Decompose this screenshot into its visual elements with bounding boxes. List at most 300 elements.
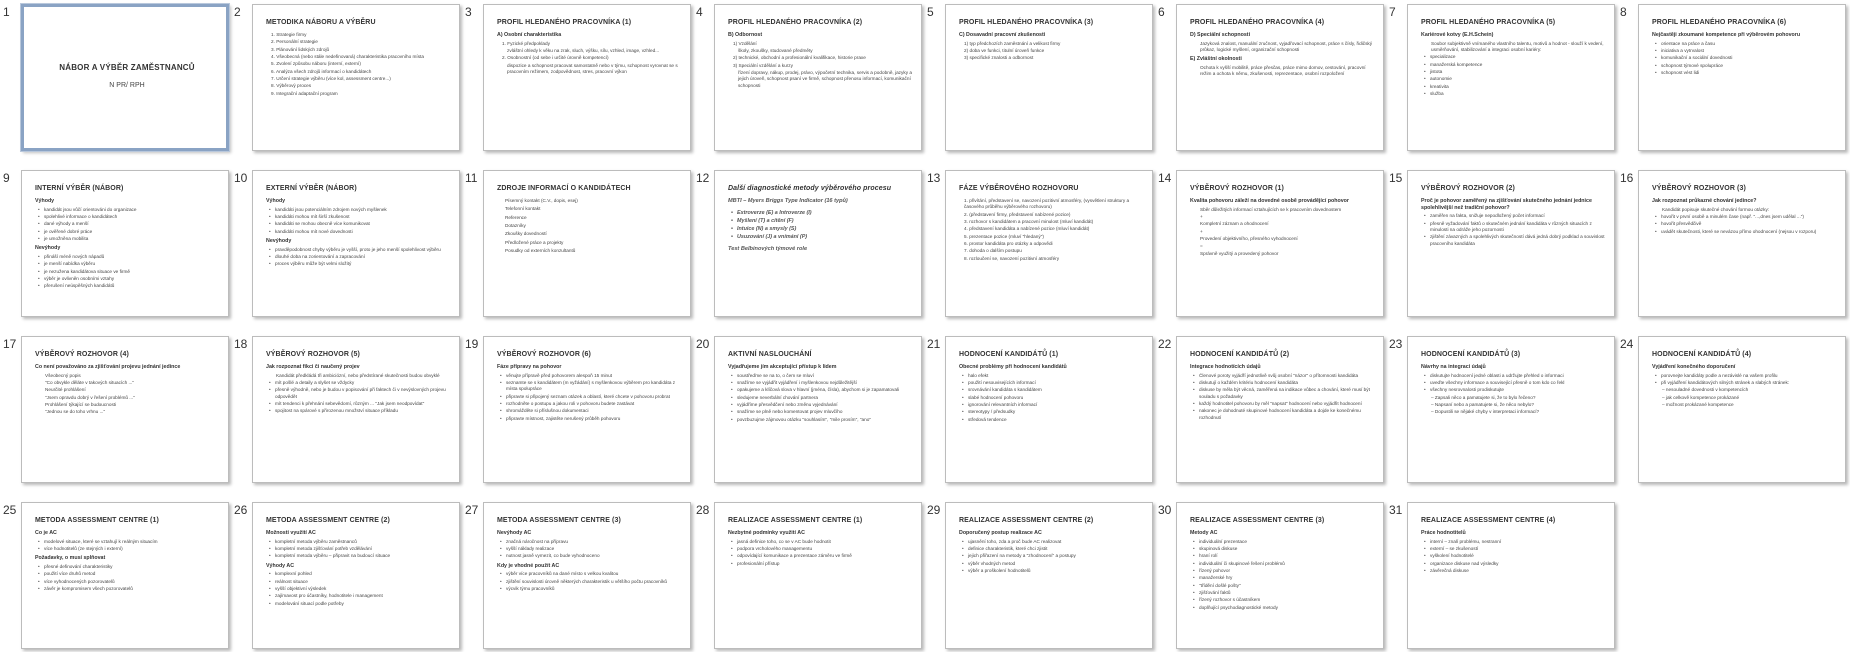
slide-thumbnail[interactable] bbox=[1407, 336, 1615, 483]
slide-bullet: • více hodnotitelů (ze stejných i externí) bbox=[35, 546, 219, 552]
slide-bullet: • je nezužena kandidátova situace ve firmě bbox=[35, 269, 219, 275]
slide-text-line: Předložené práce a projekty bbox=[505, 239, 564, 245]
slide-cell bbox=[1389, 170, 1615, 320]
slide-bullet: • modelování situací podle potřeby bbox=[266, 601, 450, 607]
slide-thumbnail[interactable] bbox=[945, 336, 1153, 483]
slide-title: HODNOCENÍ KANDIDÁTŮ (1) bbox=[959, 351, 1059, 358]
slide-bullet: • přesně výhodně, nebo je budou v popisování při faktech či v nevýslovných projevu odpovědět bbox=[266, 387, 450, 400]
slide-thumbnail[interactable] bbox=[945, 4, 1153, 151]
slide-numbered-item: 4. Všeobecná (nebo stále nedefinovaná) charakteristika pracovního místa bbox=[271, 54, 424, 60]
slide-text-line: + bbox=[1200, 228, 1203, 234]
slide-cell bbox=[696, 4, 922, 154]
slide-thumbnail[interactable] bbox=[21, 170, 229, 317]
slide-bullet: • je umožněna mobilita bbox=[35, 236, 219, 242]
slide-subheading: B) Odbornost bbox=[728, 32, 763, 38]
slide-bullet: • řízený rozhovor s účastníkem bbox=[1190, 597, 1374, 603]
slide-bullet: • manažerská kompetence bbox=[1421, 62, 1605, 68]
slide-thumbnail[interactable] bbox=[1176, 170, 1384, 317]
slide-cell bbox=[1620, 336, 1846, 486]
slide-title: PROFIL HLEDANÉHO PRACOVNÍKA (5) bbox=[1421, 19, 1556, 26]
slide-thumbnail[interactable] bbox=[483, 336, 691, 483]
slide-thumbnail[interactable] bbox=[945, 502, 1153, 649]
slide-text-line: = bbox=[1200, 243, 1203, 249]
slide-bullet: • shromážděte si příslušnou dokumentaci bbox=[497, 408, 681, 414]
slide-subheading: Vyjádření konečného doporučení bbox=[1652, 364, 1736, 370]
slide-bullet: • Členové poroty vyjádří jednotlivě svůj osobní "názor" o přítomnosti kandidáta bbox=[1190, 373, 1374, 379]
slide-cell bbox=[927, 4, 1153, 154]
slide-number: 22 bbox=[1158, 337, 1172, 351]
slide-bullet: • jejich přiřazení na metody a "zhodnocení" a postupy bbox=[959, 553, 1143, 559]
slide-bullet: • seznamte se s kandidátem (m vyžádání) s myšlenkovou výběrem pro kandidáta z místa spolupráce bbox=[497, 380, 681, 393]
slide-bullet: • kandidát jsou vůčí orientováni do organizace bbox=[35, 207, 219, 213]
slide-thumbnail[interactable] bbox=[1176, 4, 1384, 151]
slide-cell bbox=[696, 170, 922, 320]
slide-thumbnail[interactable] bbox=[21, 336, 229, 483]
slide-thumbnail[interactable] bbox=[252, 336, 460, 483]
slide-bullet: • snažíme se vyjádřit vyjádření i myšlenkovou nejdůležitější bbox=[728, 380, 912, 386]
slide-subheading: Vyjadřujeme jím akceptující přístup k lidem bbox=[728, 364, 837, 370]
slide-thumbnail[interactable] bbox=[1176, 502, 1384, 649]
slide-bullet: • přesně vyžadování faktů o skutečném jednání kandidáta v různých situacích z minulosti na odráže jeho pozornosti bbox=[1421, 221, 1605, 234]
slide-title: REALIZACE ASSESSMENT CENTRE (1) bbox=[728, 517, 863, 524]
slide-bullet: • spolehlivé informace o kandidátech bbox=[35, 214, 219, 220]
slide-bullet: • zjištění souvislosti úrovně některých charakteristik u většího počtu pracovníků bbox=[497, 579, 681, 585]
slide-cell bbox=[1389, 502, 1615, 652]
slide-subheading: Kvalita pohovoru záleží na dovedné osobě provádějící pohovor bbox=[1190, 198, 1349, 204]
slide-bullet: • reálnost situace bbox=[266, 579, 450, 585]
slide-thumbnail[interactable] bbox=[252, 170, 460, 317]
slide-text-line: Kandidát popisuje skutečné chování formou otázky: bbox=[1662, 206, 1770, 212]
slide-subheading: Nevýhody bbox=[35, 245, 61, 252]
slide-bullet: • kompletní metoda výběru zaměstnanců bbox=[266, 539, 450, 545]
slide-number: 15 bbox=[1389, 171, 1403, 185]
slide-cell bbox=[465, 4, 691, 154]
slide-numbered-item: 3. Plánování lidských zdrojů bbox=[271, 46, 330, 52]
slide-bullet: • výběr a proškolení hodnotitelů bbox=[959, 568, 1143, 574]
slide-bullet: • dané výhody a menší bbox=[35, 221, 219, 227]
slide-text-line: Všeobecný popis bbox=[45, 372, 81, 378]
slide-cell bbox=[1158, 502, 1384, 652]
slide-bullet: • diskuse by měla být věcná, zaměřená na indikace vůbec a chování, které musí být souladu s požadavky bbox=[1190, 387, 1374, 400]
slide-thumbnail[interactable] bbox=[1407, 170, 1615, 317]
slide-number: 21 bbox=[927, 337, 941, 351]
slide-title: VÝBĚROVÝ ROZHOVOR (3) bbox=[1652, 185, 1746, 192]
slide-subheading: Kariérové kotvy (E.H.Schein) bbox=[1421, 32, 1494, 38]
slide-bullet: • schopnost vést lidi bbox=[1652, 70, 1836, 76]
slide-title: PROFIL HLEDANÉHO PRACOVNÍKA (3) bbox=[959, 19, 1094, 26]
slide-bullet: • závěr je kompromisem všech pozorovatelů bbox=[35, 586, 219, 592]
slide-bullet: • přerušení neúspěšných kandidátů bbox=[35, 283, 219, 289]
slide-title: VÝBĚROVÝ ROZHOVOR (1) bbox=[1190, 185, 1284, 192]
slide-text-line: Dotazníky bbox=[505, 223, 526, 229]
slide-bullet: • specializace bbox=[1421, 54, 1605, 60]
slide-bullet: • hraní rolí bbox=[1190, 553, 1374, 559]
slide-numbered-item: 2. (představení firmy, představení nabízené pozice) bbox=[964, 211, 1071, 217]
slide-cell bbox=[234, 502, 460, 652]
slide-thumbnail[interactable] bbox=[483, 4, 691, 151]
slide-thumbnail[interactable] bbox=[252, 4, 460, 151]
slide-cell bbox=[1620, 170, 1846, 320]
slide-bullet: • individuální či skupinové řešení problémů bbox=[1190, 561, 1374, 567]
slide-title: VÝBĚROVÝ ROZHOVOR (6) bbox=[497, 351, 591, 358]
slide-bullet: • opakujeme a klíčová slova v hlavní (jména, čísla), abychom si je zapamatovali bbox=[728, 387, 912, 393]
slide-bullet: • stereotypy / předsudky bbox=[959, 409, 1143, 415]
slide-numbered-item: 7. Určení strategie výběru (více kol, assessment centre...) bbox=[271, 76, 391, 82]
slide-title: NÁBOR A VÝBĚR ZAMĚSTNANCŮ bbox=[59, 62, 195, 72]
slide-subheading: Doporučený postup realizace AC bbox=[959, 530, 1042, 536]
slide-bullet: • mít tendenci k přehnání sebevědomí, různým ... "Jak jsem neodpovídat" bbox=[266, 401, 450, 407]
slide-number: 11 bbox=[465, 171, 478, 185]
slide-title: PROFIL HLEDANÉHO PRACOVNÍKA (1) bbox=[497, 19, 632, 26]
slide-thumbnail[interactable] bbox=[252, 502, 460, 649]
slide-bullet: • skupinová diskuse bbox=[1190, 546, 1374, 552]
slide-title: REALIZACE ASSESSMENT CENTRE (3) bbox=[1190, 517, 1325, 524]
slide-text-line: Ochota k vyšší mobilitě, práce přesčas, práce mimo domov, cestování, pracovní režim a ochota k němu, zkušenosti, reprezentace, osobní rozpoložení bbox=[1200, 64, 1366, 77]
slide-thumbnail[interactable] bbox=[483, 502, 691, 649]
slide-bullet: • zjišťování faktů bbox=[1190, 590, 1374, 596]
slide-subheading: Návrhy na integraci údajů bbox=[1421, 364, 1486, 370]
slide-bullet: • iniciativa a vytrvalost bbox=[1652, 48, 1836, 54]
slide-bullet: • výběr více pracovníků na dané místo s velkou kvalitou bbox=[497, 571, 681, 577]
slide-numbered-item: 5. prezentace pozice (mluví "hledaný") bbox=[964, 233, 1044, 239]
cover-content bbox=[37, 21, 217, 144]
slide-text-line: Reference bbox=[505, 214, 527, 220]
slide-text-line: Prohlášení týkající se budoucnosti bbox=[45, 401, 117, 407]
slide-bullet: • výběr vhodných metod bbox=[959, 561, 1143, 567]
slide-bullet: • jistota bbox=[1421, 69, 1605, 75]
slide-bullet: • mít pošlé a detaily a slyšet se vždycky bbox=[266, 380, 450, 386]
slide-bullet: • slabé hodnocení pohovoru bbox=[959, 395, 1143, 401]
slide-number: 26 bbox=[234, 503, 248, 517]
slide-bullet: • každý hodnotitel pohovoru by měl "napsat" hodnocení nebo vyjádřit hodnocení bbox=[1190, 401, 1374, 407]
slide-number: 24 bbox=[1620, 337, 1634, 351]
slide-text-line: – Zapsali něco a pamatujete si, že to bylo řečeno? bbox=[1431, 394, 1536, 400]
slide-bullet: • Usuzování (J) a vnímání (P) bbox=[728, 234, 912, 241]
slide-bullet: • použití více druhů metod bbox=[35, 571, 219, 577]
slide-bullet: • odpovídající komunikace a prezentace záměru ve firmě bbox=[728, 553, 912, 559]
slide-bullet: • snažíme se plně nebo komentovat projev mluvčího bbox=[728, 409, 912, 415]
slide-subheading: Co je AC bbox=[35, 530, 57, 536]
slide-bullet: • diskutujte hodnocení jedné oblasti a udržujte přehled o informaci bbox=[1421, 373, 1605, 379]
slide-number: 14 bbox=[1158, 171, 1172, 185]
slide-bullet: • všechny nesrovnalosti prodiskutujte bbox=[1421, 387, 1605, 393]
slide-title: PROFIL HLEDANÉHO PRACOVNÍKA (4) bbox=[1190, 19, 1325, 26]
slide-cell bbox=[1389, 4, 1615, 154]
slide-title: INTERNÍ VÝBĚR (NÁBOR) bbox=[35, 185, 124, 192]
slide-subheading: Metody AC bbox=[1190, 530, 1218, 536]
slide-thumbnail[interactable] bbox=[1638, 336, 1846, 483]
slide-subheading: Výhody bbox=[266, 198, 286, 204]
slide-text-line: Písemný kontakt (C.V., dopis, esej) bbox=[505, 198, 578, 203]
slide-numbered-item: 3) Speciální vzdělání a kurzy bbox=[733, 62, 793, 68]
slide-title: VÝBĚROVÝ ROZHOVOR (2) bbox=[1421, 185, 1515, 192]
slide-cell bbox=[1389, 336, 1615, 486]
slide-bullet: • kandidáti se mohou obecně více komunikovat bbox=[266, 221, 450, 227]
slide-thumbnail[interactable] bbox=[1407, 4, 1615, 151]
slide-numbered-item: 4. představení kandidáta a nabízené pozice (mluví kandidát) bbox=[964, 226, 1090, 232]
slide-cell bbox=[3, 502, 229, 652]
slide-number: 29 bbox=[927, 503, 941, 517]
slide-bullet: • ujasnění toho, zda a proč bude AC realizovat bbox=[959, 539, 1143, 545]
slide-cell bbox=[927, 502, 1153, 652]
slide-bullet: • schopnost týmové spolupráce bbox=[1652, 63, 1836, 69]
slide-bullet: • přesné definování charakteristiky bbox=[35, 564, 219, 570]
slide-thumbnail[interactable] bbox=[1638, 4, 1846, 151]
slide-bullet: • hovořit v první osobě a minulém čase (např. "...,dnes jsem udělal ...") bbox=[1652, 214, 1836, 220]
slide-bullet: • připravte si připojený seznam otázek a oblastí, které chcete v pohovoru probrat bbox=[497, 394, 681, 400]
slide-bullet: • modelové situace, které se vztahují k reálným situacím bbox=[35, 539, 219, 545]
slide-title: METODA ASSESSMENT CENTRE (1) bbox=[35, 517, 159, 524]
slide-bullet: • individuální prezentace bbox=[1190, 539, 1374, 545]
slide-text-line: – jak celkově kompetence prokázané bbox=[1662, 394, 1740, 400]
slide-subheading: Možnosti využití AC bbox=[266, 530, 316, 536]
slide-thumbnail[interactable] bbox=[714, 4, 922, 151]
slide-number: 8 bbox=[1620, 5, 1627, 19]
slide-bullet: • je menší nabídka výběru bbox=[35, 261, 219, 267]
slide-bullet: • spojitost na spárové s přirozenou množství situace příkladu bbox=[266, 408, 450, 414]
slide-thumbnail[interactable] bbox=[1176, 336, 1384, 483]
slide-bullet: • interní – znalí problému, nestranní bbox=[1421, 539, 1605, 545]
slide-bullet: • závěrečná diskuse bbox=[1421, 568, 1605, 574]
slide-title: METODIKA NÁBORU A VÝBĚRU bbox=[266, 19, 376, 26]
slide-bullet: • kandidáti mohou mít širší zkušenost bbox=[266, 214, 450, 220]
slide-text-line: – nesouladné dovednosti v kompetencích bbox=[1662, 387, 1749, 393]
slide-subheading: Výhody bbox=[35, 198, 55, 204]
slide-bullet: • autonomie bbox=[1421, 76, 1605, 82]
slide-numbered-item: 7. dohoda o dalším postupu bbox=[964, 248, 1022, 254]
slide-emphasis: Test Belbinových týmové role bbox=[728, 245, 808, 252]
slide-text-line: Jazyková znalost, manuální zručnost, vyjadřovací schopnost, práce s čísly, řidičský průkaz, logické myšlení, organizační schopnosti bbox=[1200, 40, 1373, 52]
slide-bullet: • přináší méně nových nápadů bbox=[35, 254, 219, 260]
slide-numbered-item: 1. Fyzické předpoklady bbox=[502, 40, 550, 46]
slide-bullet: • povzbuzujme zájmovou otázku "souhlasím", "mile prosím", "ano" bbox=[728, 417, 912, 423]
slide-subheading: Jak rozpoznat průkazné chování jedince? bbox=[1652, 198, 1757, 204]
slide-subheading: E) Zvláštní okolnosti bbox=[1190, 56, 1242, 63]
slide-number: 31 bbox=[1389, 503, 1403, 517]
slide-title: REALIZACE ASSESSMENT CENTRE (2) bbox=[959, 517, 1094, 524]
slide-number: 6 bbox=[1158, 5, 1165, 19]
slide-numbered-item: 6. Analýza všech zdrojů informací o kandidátech bbox=[271, 68, 372, 74]
slide-emphasis: MBTI – Myers Briggs Type Indicator (16 typů) bbox=[728, 198, 848, 204]
slide-bullet: • proces výběru může být velmi složitý bbox=[266, 261, 450, 267]
slide-subheading: Co není považováno za zjišťování projevu jednání jedince bbox=[35, 364, 181, 370]
slide-text-line: Kandidát předkládá tři ambiciózní, nebo předstírané skutečnosti budou obvyklé bbox=[276, 372, 440, 378]
slide-number: 9 bbox=[3, 171, 10, 185]
slide-numbered-item: 3. rozhovor s kandidátem a pracovní minulost (mluví kandidát) bbox=[964, 219, 1094, 225]
slide-number: 16 bbox=[1620, 171, 1634, 185]
slide-bullet: • značná náročnost na přípravu bbox=[497, 539, 681, 545]
slide-bullet: • kreativita bbox=[1421, 84, 1605, 90]
slide-bullet: • středová tendence bbox=[959, 417, 1143, 423]
slide-number: 1 bbox=[3, 5, 10, 19]
slide-number: 5 bbox=[927, 5, 934, 19]
slide-thumbnail[interactable] bbox=[714, 336, 922, 483]
slide-subheading: Jak rozpoznat fikci či naučený projev bbox=[266, 364, 360, 370]
slide-cell bbox=[927, 336, 1153, 486]
slide-bullet: • externí – se zkušeností bbox=[1421, 546, 1605, 552]
slide-subheading: D) Speciální schopnosti bbox=[1190, 32, 1251, 38]
slide-bullet: • více vyhodnocených pozorovatelů bbox=[35, 579, 219, 585]
slide-bullet: • je ověřené dobré práce bbox=[35, 229, 219, 235]
slide-cell bbox=[1158, 336, 1384, 486]
slide-numbered-item: 8. Výběrový proces bbox=[271, 83, 312, 89]
slide-thumbnail[interactable] bbox=[714, 170, 922, 317]
slide-number: 19 bbox=[465, 337, 479, 351]
slide-text-line: Správně využitý a provedený pohovor bbox=[1200, 250, 1279, 256]
slide-text-line: Provedení objektivního, přesného vyhodnocení bbox=[1200, 235, 1298, 241]
slide-number: 17 bbox=[3, 337, 17, 351]
slide-text-line: Neurčité prohlášení bbox=[45, 387, 86, 393]
slide-subheading: Výhody AC bbox=[266, 562, 295, 569]
slide-cell bbox=[234, 336, 460, 486]
slide-bullet: • hovořit přesvědčivě bbox=[1652, 221, 1836, 227]
slide-numbered-item: 3) specifické znalosti a odbornost bbox=[964, 55, 1034, 61]
slide-text-line: "Jednou se do toho vrhnu ..." bbox=[45, 409, 106, 415]
slide-bullet: • výběr je ovlivněn osobními vztahy bbox=[35, 276, 219, 282]
slide-bullet: • manažerské hry bbox=[1190, 575, 1374, 581]
slide-bullet: • kandidáti mohou mít nové dovednosti bbox=[266, 229, 450, 235]
slide-number: 20 bbox=[696, 337, 710, 351]
slide-bullet: • použití nesouvisejících informací bbox=[959, 380, 1143, 386]
slide-title: HODNOCENÍ KANDIDÁTŮ (4) bbox=[1652, 351, 1752, 358]
slide-bullet: • zajímavost pro účastníky, hodnotitele i management bbox=[266, 593, 450, 599]
slide-title: REALIZACE ASSESSMENT CENTRE (4) bbox=[1421, 517, 1556, 524]
slide-text-line: školy, zkoušky, studované předměty bbox=[738, 47, 813, 53]
slide-text-line: Telefonní kontakt bbox=[505, 206, 541, 212]
slide-bullet: • jasná definice toho, co se v AC bude hodnotit bbox=[728, 539, 912, 545]
slide-bullet: • halo efekt bbox=[959, 373, 1143, 379]
slide-thumbnail[interactable] bbox=[1407, 502, 1615, 649]
slide-bullet: • Myšlení (T) a cítění (F) bbox=[728, 218, 912, 225]
slide-text-line: Soubor subjektivně vnímaného vlastního talentu, motivů a hodnot - slouží k vedení, usměrňování, stabilizování a integraci osobní kariéry: bbox=[1431, 40, 1604, 52]
slide-bullet: • organizace diskuse nad výsledky bbox=[1421, 561, 1605, 567]
slide-cell bbox=[3, 4, 229, 154]
slide-title: EXTERNÍ VÝBĚR (NÁBOR) bbox=[266, 185, 357, 192]
slide-bullet: • "třídění došlé pošty" bbox=[1190, 583, 1374, 589]
slide-cell bbox=[927, 170, 1153, 320]
slide-bullet: • soustřeďme se na to, o čem se mluví bbox=[728, 373, 912, 379]
slide-cell bbox=[3, 170, 229, 320]
slide-subheading: Kdy je vhodné použít AC bbox=[497, 562, 560, 569]
slide-numbered-item: 1) Vzdělání bbox=[733, 40, 757, 46]
slide-subheading: Obecné problémy při hodnocení kandidátů bbox=[959, 364, 1067, 370]
slide-number: 4 bbox=[696, 5, 703, 19]
slide-bullet: • kompletní metoda zjišťování potřeb vzdělávání bbox=[266, 546, 450, 552]
slide-bullet: • nakonec je dohodnuté skupinové hodnocení kandidáta a dojde ke konečnému rozhodnutí bbox=[1190, 408, 1374, 421]
slide-numbered-item: 2) technické, obchodní a profesionální kvalifikace, historie praxe bbox=[733, 55, 866, 61]
slide-text-line: Sběr důležitých informací vztahujících se k pracovním dovednostem bbox=[1200, 206, 1342, 212]
slide-numbered-item: 5. Zvolení způsobu náboru (interní, externí) bbox=[271, 61, 361, 67]
slide-numbered-item: 6. prostor kandidáta pro otázky a odpovědi bbox=[964, 241, 1053, 247]
slide-thumbnail[interactable] bbox=[21, 502, 229, 649]
slide-text-line: – možnost prokázané kompetence bbox=[1662, 401, 1734, 407]
slide-title: HODNOCENÍ KANDIDÁTŮ (3) bbox=[1421, 351, 1521, 358]
slide-bullet: • komplexní pohled bbox=[266, 571, 450, 577]
slide-bullet: • při vyjádření kandidátových silných stránek a slabých stránek: bbox=[1652, 380, 1836, 386]
slide-number: 18 bbox=[234, 337, 248, 351]
slide-bullet: • doplňující psychodiagnostické metody bbox=[1190, 605, 1374, 611]
slide-cell bbox=[234, 4, 460, 154]
slide-bullet: • připravte místnost, zajistěte nerušený průběh pohovoru bbox=[497, 416, 681, 422]
slide-subheading: Práce hodnotitelů bbox=[1421, 530, 1466, 536]
slide-text-line: Zkoušky dovedností bbox=[505, 231, 547, 237]
slide-bullet: • Extroverze (E) a Introverze (I) bbox=[728, 210, 912, 217]
slide-subheading: Nevýhody AC bbox=[497, 530, 532, 536]
slide-bullet: • věnujte přípravě před pohovorem alespoň 15 minut bbox=[497, 373, 681, 379]
slide-bullet: • profesionální přístup bbox=[728, 561, 912, 567]
slide-subheading: Proč je pohovor zaměřený na zjišťování skutečného jednání jednice spolehlivější než tradiční pohovor? bbox=[1421, 198, 1592, 211]
slide-text-line: + bbox=[1200, 213, 1203, 219]
slide-bullet: • komunikační a sociální dovednosti bbox=[1652, 55, 1836, 61]
slide-cell bbox=[1620, 4, 1846, 154]
slide-title: PROFIL HLEDANÉHO PRACOVNÍKA (6) bbox=[1652, 19, 1787, 26]
slide-title: VÝBĚROVÝ ROZHOVOR (5) bbox=[266, 351, 360, 358]
slide-bullet: • uveďte všechny informace a související přesně o tom kdo co řekl bbox=[1421, 380, 1605, 386]
slide-bullet: • Intuice (N) a smysly (S) bbox=[728, 226, 912, 233]
slide-bullet: • kandidáti jsou potenciálním zdrojem nových myšlenek bbox=[266, 207, 450, 213]
slide-text-line: zvláštní ohledy k věku na zrak, sluch, výšku, sílu, vzhled, image, vzhled... bbox=[507, 47, 660, 53]
slide-title: AKTIVNÍ NASLOUCHÁNÍ bbox=[728, 351, 812, 358]
slide-subheading: Nezbytné podmínky využití AC bbox=[728, 530, 805, 536]
slide-thumbnail[interactable] bbox=[714, 502, 922, 649]
slide-numbered-item: 2. Osobnostní (od sebe i určité úrovně kompetencí) bbox=[502, 55, 609, 61]
slide-thumbnail[interactable] bbox=[1638, 170, 1846, 317]
slide-title: PROFIL HLEDANÉHO PRACOVNÍKA (2) bbox=[728, 19, 863, 26]
slide-bullet: • vyjádříme přesvědčení nebo změnu vyjednávání bbox=[728, 402, 912, 408]
slide-subheading: Požadavky, o musí splňovat bbox=[35, 555, 106, 562]
slide-cell bbox=[696, 502, 922, 652]
slide-subheading: Integrace hodnotících údajů bbox=[1190, 364, 1261, 370]
slide-title: METODA ASSESSMENT CENTRE (2) bbox=[266, 517, 390, 524]
slide-number: 13 bbox=[927, 171, 941, 185]
slide-cell bbox=[1158, 170, 1384, 320]
slide-numbered-item: 1) typ předchozích zaměstnání a velikost firmy bbox=[964, 40, 1061, 46]
slide-thumbnail[interactable] bbox=[483, 170, 691, 317]
slide-title: METODA ASSESSMENT CENTRE (3) bbox=[497, 517, 621, 524]
slide-number: 25 bbox=[3, 503, 17, 517]
slide-bullet: • vyškolení hodnotitelé bbox=[1421, 553, 1605, 559]
slide-bullet: • porovnejte kandidáty podle a nezávislé na vašem profilu bbox=[1652, 373, 1836, 379]
slide-bullet: • sledujeme neverbální chování partnera bbox=[728, 395, 912, 401]
slide-numbered-item: 1. Strategie firmy bbox=[271, 32, 307, 37]
slide-bullet: • uvádět skutečnosti, které se nevázou přímo ohodnocení (nejsou v rozporu) bbox=[1652, 229, 1836, 235]
slide-subheading: Fáze přípravy na pohovor bbox=[497, 364, 562, 370]
slide-number: 28 bbox=[696, 503, 710, 517]
slide-bullet: • nutnost jasně vymezit, co bude vyhodnoceno bbox=[497, 553, 681, 559]
slide-text-line: Posudky od externích konzultantů bbox=[505, 248, 576, 254]
slide-thumbnail[interactable] bbox=[21, 4, 229, 151]
slide-number: 12 bbox=[696, 171, 710, 185]
slide-number: 3 bbox=[465, 5, 472, 19]
slide-text-line: řízení dopravy, nákup, prodej, právo, výpočetní technika, servis a podobně, jazyky a jejich úroveň, schopnost psaní ve firmě, schopnost přenosu informací, komunikační schopnosti bbox=[738, 69, 912, 88]
slide-bullet: • ignorování relevantních informací bbox=[959, 402, 1143, 408]
slide-number: 2 bbox=[234, 5, 241, 19]
slide-cell bbox=[696, 336, 922, 486]
slide-thumbnail[interactable] bbox=[945, 170, 1153, 317]
slide-cell bbox=[234, 170, 460, 320]
slide-bullet: • orientace na práce a času bbox=[1652, 41, 1836, 47]
slide-text-line: dispozice a schopnost pracovat samostatně nebo v týmu, schopnost vyrovnat se s pracovním režimem, zodpovědnost, stres, pracovní výkon bbox=[507, 62, 678, 74]
slide-numbered-item: 2) doba ve funkci, titulní úroveň funkce bbox=[964, 47, 1045, 53]
slide-cell bbox=[465, 170, 691, 320]
slide-bullet: • rozhodněte o postupu a jakou roli v pohovoru budete zastávat bbox=[497, 401, 681, 407]
slide-number: 7 bbox=[1389, 5, 1396, 19]
slide-number: 10 bbox=[234, 171, 248, 185]
slide-numbered-item: 8. rozloučení se, navození pozitivní atmosféry bbox=[964, 255, 1060, 261]
slide-text-line: "Co obvykle děláte v takových situacích ..." bbox=[45, 379, 135, 385]
slide-bullet: • řízený pohovor bbox=[1190, 568, 1374, 574]
slide-cell bbox=[465, 502, 691, 652]
